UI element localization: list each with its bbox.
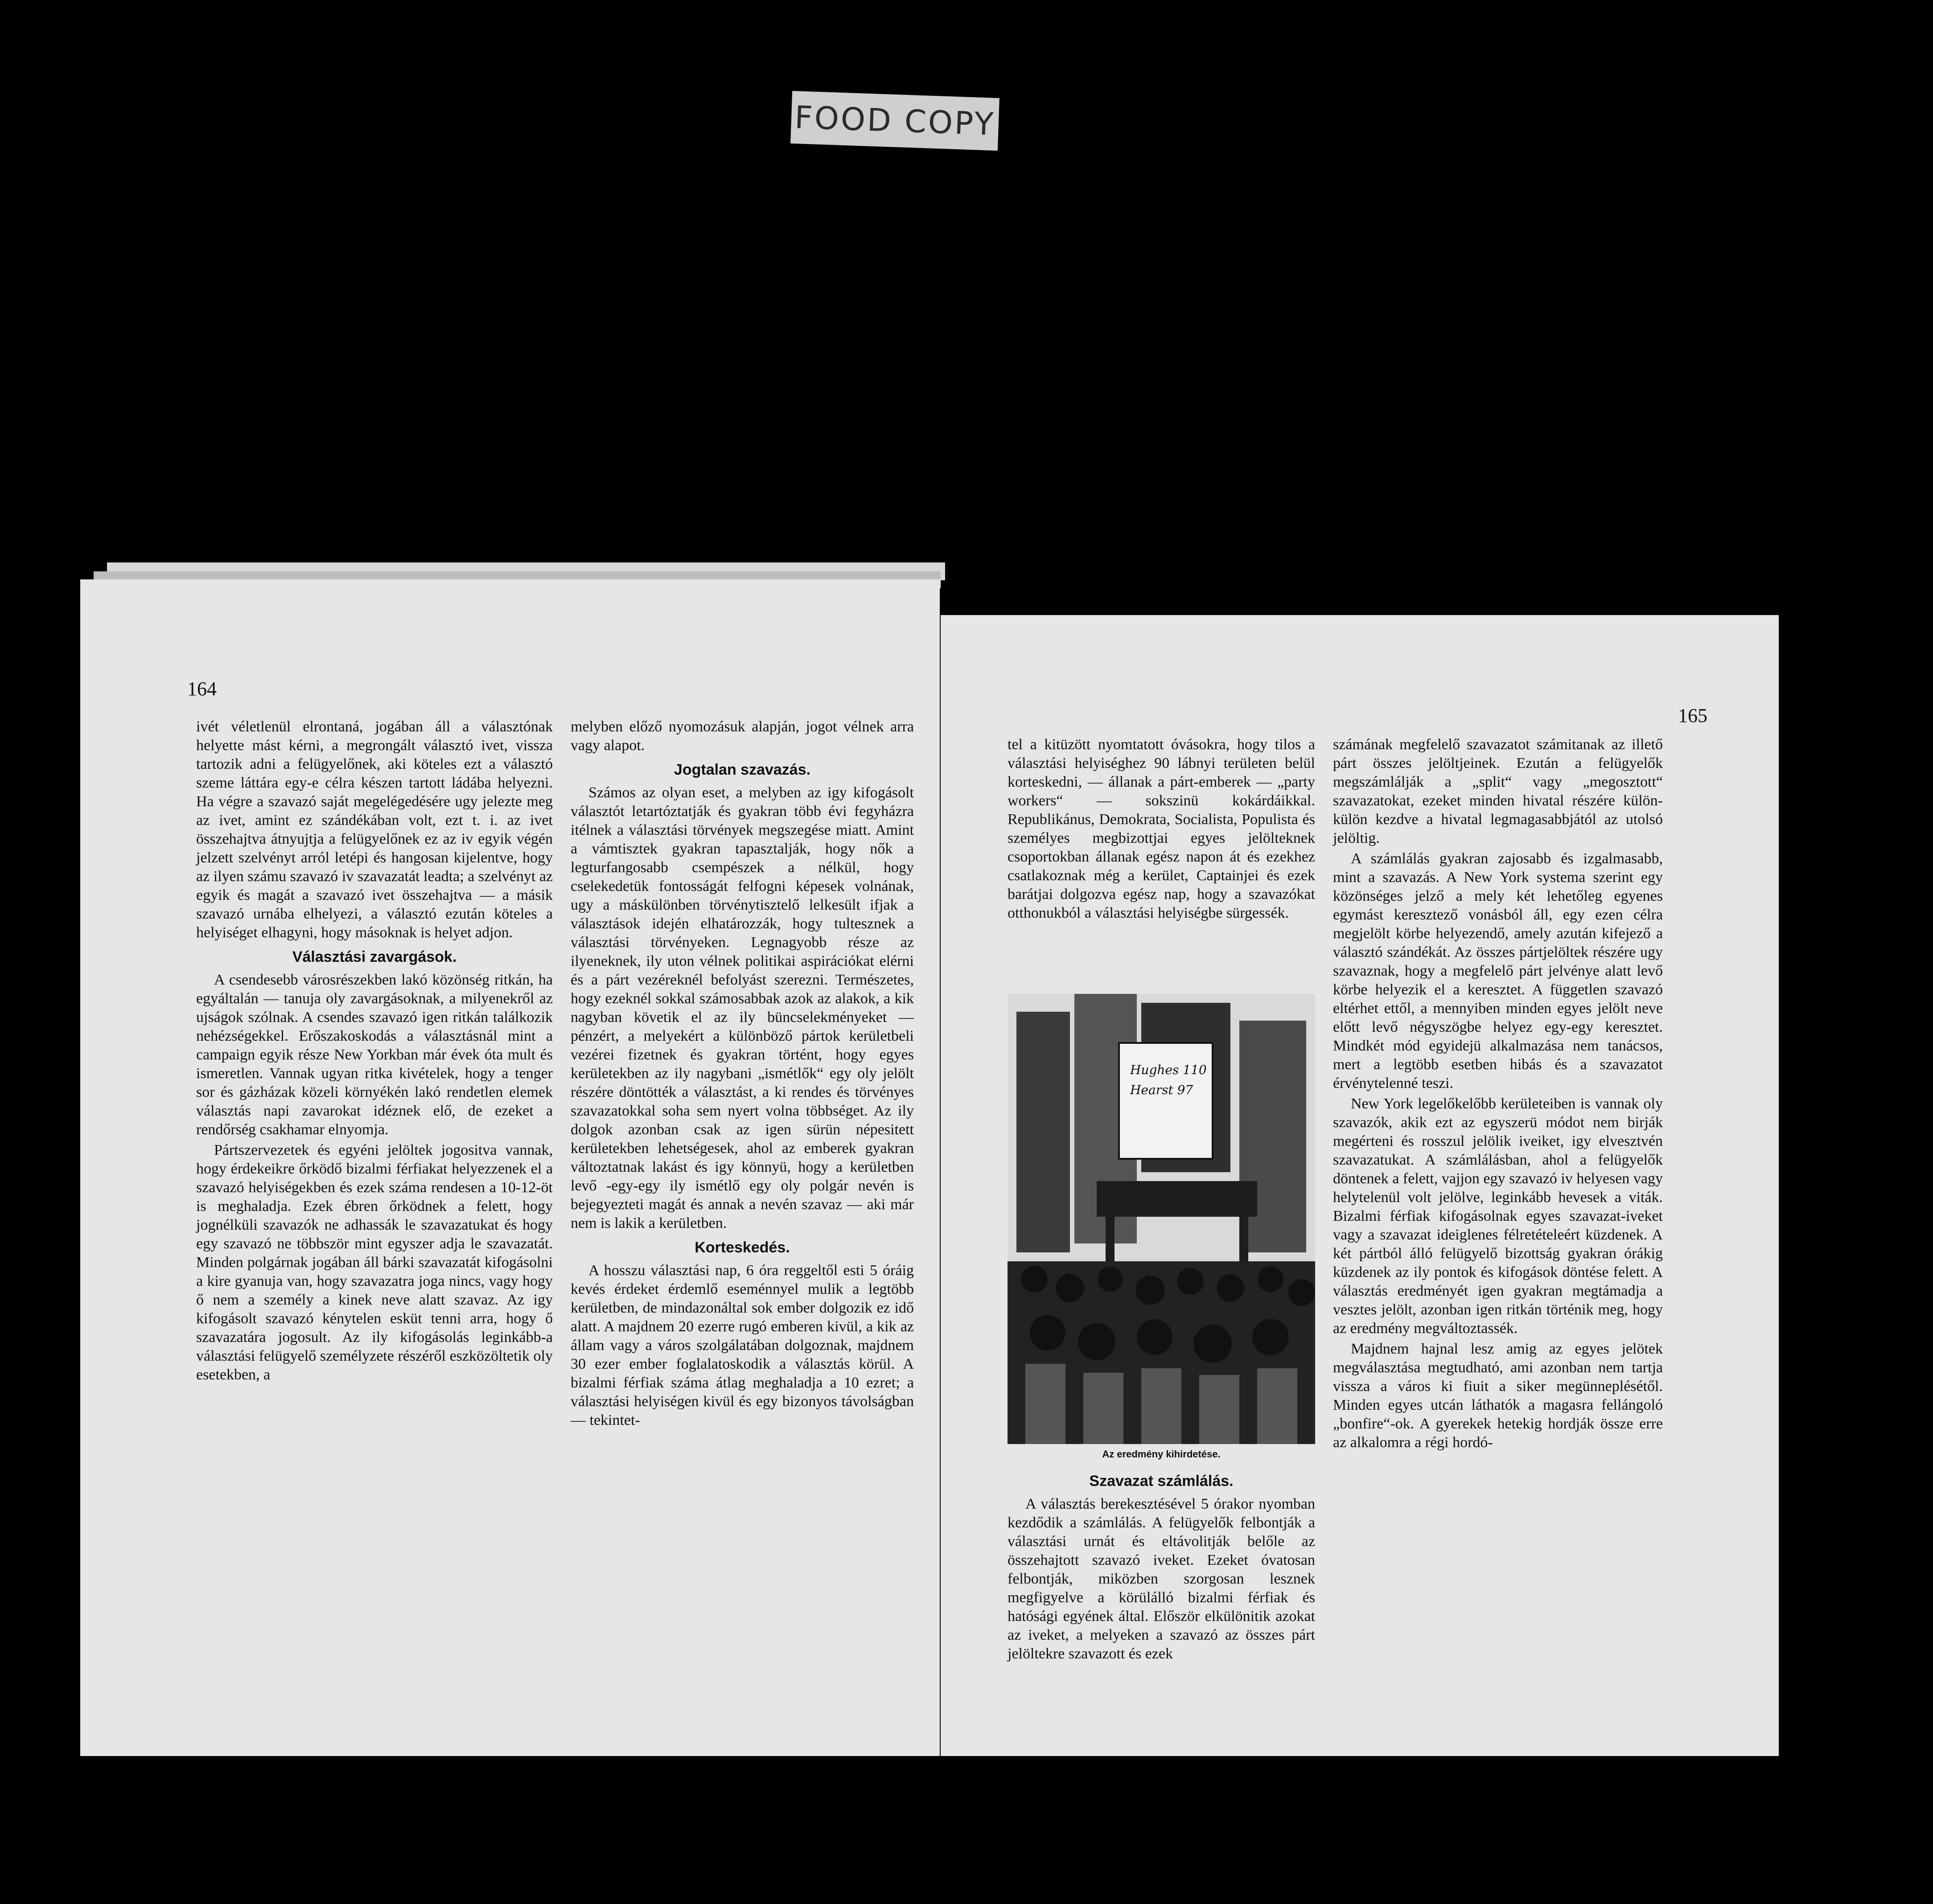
bulletin-board-text-2: Hearst 97 (1130, 1083, 1193, 1097)
section-heading: Korteskedés. (695, 1239, 790, 1256)
page-number: 164 (187, 678, 217, 700)
left-page (80, 579, 941, 1756)
left-page-column-2 (571, 718, 914, 1432)
left-page-column-1 (196, 718, 553, 1386)
paragraph: A választás berekesztésével 5 órakor nyomban kezdődik a számlálás. A felügyelők felbontják a választási urnát és eltávolitják belőle az összehajtott szavazó iveket. Ezeket óvatosan felbontják, miközben szorgosan lesznek megfigyelve a körülálló bizalmi férfiak és hatósági egyének által. Először elkülönitik azokat az iveket, a melyeken a szavazó az összes párt jelöltekre szavazott és ezek (1008, 1496, 1315, 1662)
paragraph: ivét véletlenül elrontaná, jogában áll a választónak helyette mást kérni, a megrongált választó ivet, vissza tartozik adni a felügyelőnek, aki köteles ezt a választó szeme láttára egy-e célra készen tartott ládába helyezni. Ha végre a szavazó saját megelégedésére ugy jelezte meg az ivet, amint ez szándékában volt, ezt t. i. az ivet összehajtva átnyujtja a felügyelőnek ez az iv egyik végén jelzett szelvényt arról letépi és hangosan kijelentve, hogy az ilyen számu szavazó iv szavazatát leadta; a szelvényt az egyik és magát a szavazó ivet összehajtva — a másik szavazó urnába elhelyezi, a választó ezután köteles a helyiséget elhagyni, hogy másoknak is helyet adjon. (196, 718, 553, 941)
section-heading: Jogtalan szavazás. (674, 761, 811, 778)
right-page-column-2 (1333, 735, 1663, 1454)
paragraph: A számlálás gyakran zajosabb és izgalmasabb, mint a szavazás. A New York systema szerint egy közönséges jelző a mely két lehetőleg egyenes egymást keresztező vonásból áll, egy ezen célra megjelölt körbe helyezendő, amely azután kifejező a választó szándékát. Az összes pártjelöltek részére ugy szavaznak, hogy a megfelelő párt jelvénye alatt levő körbe helyezik el a keresztet. A független szavazó eltérhet ettől, a mennyiben minden egyes jelölt neve előtt levő négyszögbe helyez egy-egy keresztet. Mindkét mód egyidejü alkalmazása nem tanácsos, mert a legtöbb esetben hibás és a szavazatot érvénytelenné teszi. (1333, 850, 1663, 1092)
paragraph: melyben előző nyomozásuk alapján, jogot vélnek arra vagy alapot. (571, 718, 914, 754)
illustration-caption: Az eredmény kihirdetése. (1102, 1449, 1221, 1460)
paragraph: New York legelőkelőbb kerületeiben is vannak oly szavazók, akik ezt az egyszerü módot nem birják megérteni és rosszul jelölik iveiket, igy elvesztvén szavazatukat. A számlálásban, ahol a felügyelők döntenek a felett, vajjon egy szavazó iv helyesen vagy helytelenül volt jelölve, leginkább hevesek a viták. Bizalmi férfiak kifogásolnak egyes szavazat-iveket vagy a szavazat ideiglenes félretételeért küzdenek. A két pártból álló felügyelő bizottság gyakran órákig küzdenek az ily pontok és kifogások döntése felett. A választás eredményét igen gyakran megtámadja a vesztes jelölt, azonban igen ritkán történik meg, hogy az eredmény megváltoztassék. (1333, 1096, 1663, 1337)
right-page-column-1-lower (1008, 1466, 1315, 1665)
paragraph: Pártszervezetek és egyéni jelöltek jogositva vannak, hogy érdekeikre őrködő bizalmi férfiakat helyezzenek el a szavazó helyiségekben és ezek száma rendesen a 10-12-öt is meghaladja. Ezek ébren őrködnek a felett, hogy jognélküli szavazók ne adhassák le szavazatukat és hogy egy szavazó ne többször mint egyszer adja le szavazatát. Minden polgárnak jogában áll bárki szavazatát kifogásolni a kire gyanuja van, hogy szavazatra joga nincs, vagy hogy ő nem a személy a kinek neve alatt szavaz. Az igy kifogásolt szavazó kénytelen esküt tenni arra, hogy ő szavazatára jogosult. Az ily kifogásolás leginkább-a választási felügyelő személyzete részéről eszközöltetik oly esetekben, a (196, 1142, 553, 1383)
paragraph: Számos az olyan eset, a melyben az igy kifogásolt választót letartóztatják és gyakran több évi fegyházra itélnek a választási törvények megszegése miatt. Amint a vámtisztek gyakran tapasztalják, hogy nők a legturfangosabb csempészek a nélkül, hogy cselekedetük fontosságát felfogni képesek volnának, ugy a máskülönben törvénytisztelő lelkesült ifjak a választások idején elhatározzák, hogy tultesznek a választási törvényeken. Legnagyobb része az ilyeneknek, ily uton vélnek politikai aspirációkat elérni és a párt vezéreknél befolyást szerezni. Természetes, hogy ezeknél sokkal számosabbak azok az alakok, a kik nagyban követik el az ily büncselekményeket — pénzért, a melyekért a különböző pártok kerületbeli vezérei fizetnek és gyakran történt, hogy egyes kerületekben az ily nagybani „ismétlők“ egy oly jelölt részére döntötték a választást, a ki rendes és törvényes szavazatokkal soha sem nyert volna többséget. Az ily dolgok azonban csak az igen sürün népesitett kerületekben lehetségesek, ahol az emberek gyakran változtatnak lakást és igy könnyü, hogy a kerületben levő -egy-egy ily ismétlő egy oly polgár nevén is bejegyezteti magát és annak a nevén szavaz — aki már nem is lakik a kerületben. (571, 784, 914, 1231)
election-results-illustration (1008, 994, 1315, 1444)
paragraph: A csendesebb városrészekben lakó közönség ritkán, ha egyáltalán — tanuja oly zavargásoknak, a milyenekről az ujságok szólnak. A csendes szavazó igen ritkán találkozik nehézségekkel. Erőszakoskodás a választásnál mint a campaign egyik része New Yorkban már évek óta mult és ismeretlen. Vannak ugyan ritka kivételek, hogy a tenger sor és gázházak közeli környékén lakó rendetlen elemek választás napi zavarokat idéznek elő, de ezeket a rendőrség csakhamar elnyomja. (196, 972, 553, 1138)
archive-label-stamp: FOOD COPY (790, 91, 999, 151)
right-page (941, 615, 1779, 1756)
page-number: 165 (1678, 705, 1707, 726)
section-heading: Szavazat számlálás. (1089, 1473, 1234, 1490)
section-heading: Választási zavargások. (292, 948, 457, 965)
paragraph: A hosszu választási nap, 6 óra reggeltől esti 5 óráig kevés érdeket érdemlő eseménnyel mulik a legtöbb kerületben, de mindazonáltal sok ember dolgozik ez idő alatt. A majdnem 20 ezerre rugó emberen kivül, a kik az állam vagy a város szolgálatában dolgoznak, majdnem 30 ezer ember foglalatoskodik a választás körül. A bizalmi férfiak száma átlag meghaladja a 10 ezret; a választási helyiségen kivül és egy bizonyos távolságban — tekintet- (571, 1262, 914, 1428)
paragraph: Majdnem hajnal lesz amig az egyes jelötek megválasztása megtudható, ami azonban nem tartja vissza a város ki fiuit a siker megünneplésétől. Minden egyes utcán láthatók a magasra fellángoló „bonfire“-ok. A gyerekek hetekig hordják össze erre az alkalomra a régi hordó- (1333, 1341, 1663, 1451)
right-page-column-1 (1008, 735, 1315, 924)
bulletin-board-text-1: Hughes 110 (1130, 1063, 1207, 1077)
paragraph: számának megfelelő szavazatot számitanak az illető párt összes jelöltjeinek. Ezután a felügyelők megszámlálják a „split“ vagy „megosztott“ szavazatokat, ezeket minden hivatal részére külön-külön kezdve a hivatal legmagasabbjától az utolsó jelöltig. (1333, 736, 1663, 846)
paragraph: tel a kitüzött nyomtatott óvásokra, hogy tilos a választási helyiséghez 90 lábnyi területen belül korteskedni, — állanak a párt-emberek — „party workers“ — sokszinü kokárdáikkal. Republikánus, Demokrata, Socialista, Populista és személyes megbizottjai egyes jelölteknek csoportokban állanak egész napon át és ezekhez csatlakoznak még a kerület, Captainjei és ezek barátjai dolgozva egész nap, hogy a szavazókat otthonukból a választási helyiségbe sürgessék. (1008, 736, 1315, 921)
